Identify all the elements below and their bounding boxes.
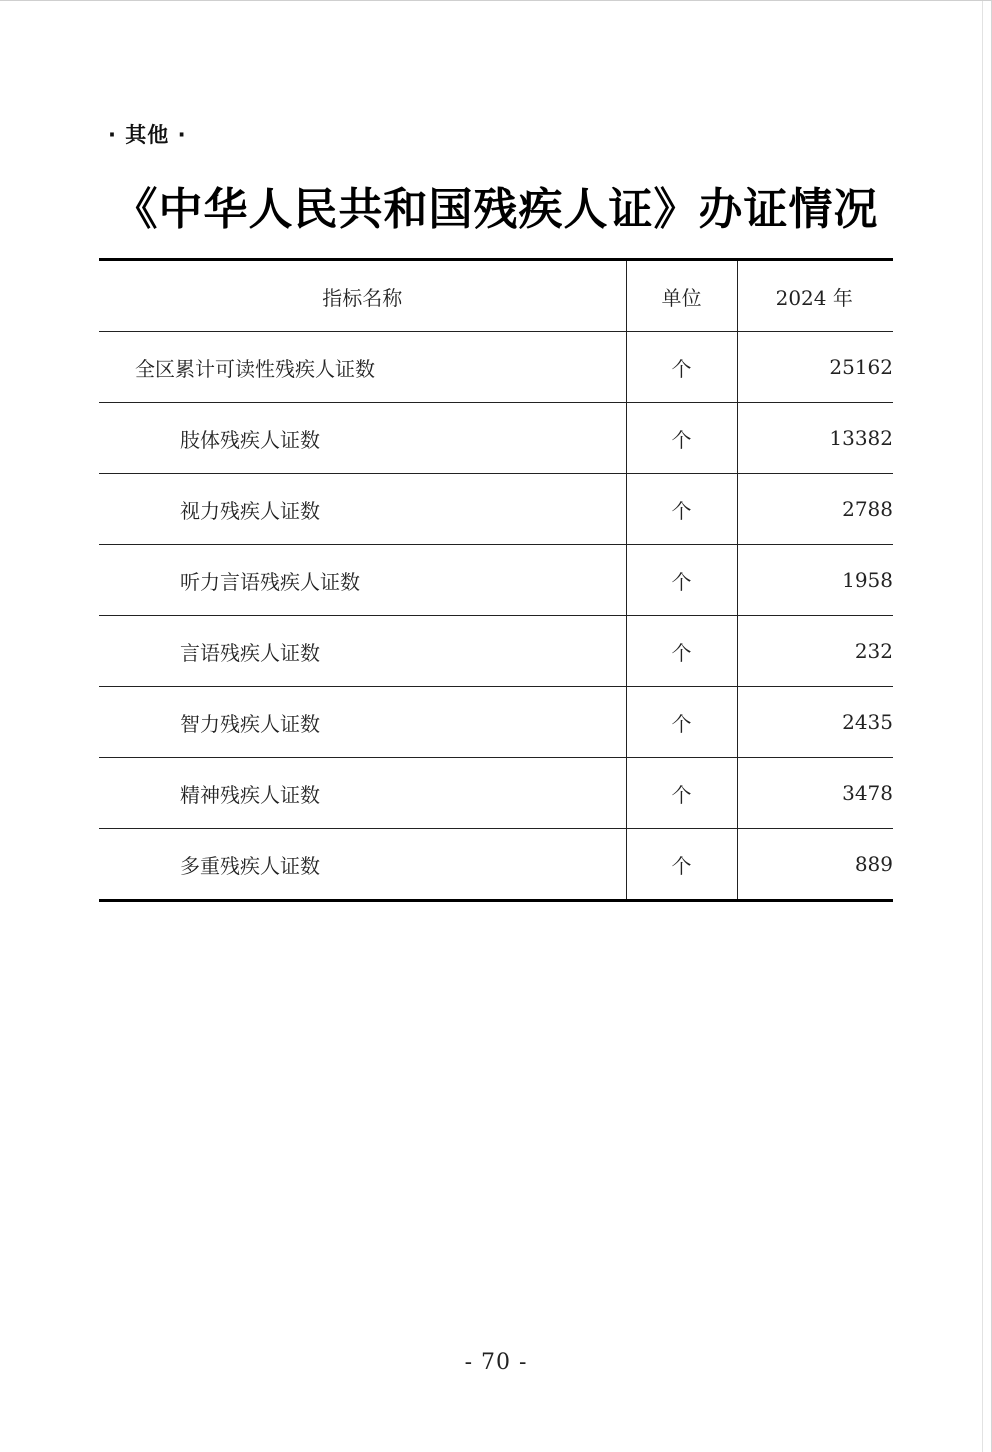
table-row (99, 403, 893, 474)
row-unit: 个 (626, 616, 737, 687)
page-title: 《中华人民共和国残疾人证》办证情况 (113, 184, 879, 235)
row-value: 232 (737, 616, 893, 687)
row-unit: 个 (626, 545, 737, 616)
table-row (99, 332, 893, 403)
row-indicator-name: 多重残疾人证数 (99, 829, 626, 901)
row-unit: 个 (626, 829, 737, 901)
table-row (99, 474, 893, 545)
row-unit: 个 (626, 474, 737, 545)
row-indicator-name: 智力残疾人证数 (99, 687, 626, 758)
page-number: - 70 - (464, 1350, 528, 1375)
row-value: 1958 (737, 545, 893, 616)
row-indicator-name: 言语残疾人证数 (99, 616, 626, 687)
row-value: 3478 (737, 758, 893, 829)
statistics-table (99, 258, 893, 902)
row-value: 13382 (737, 403, 893, 474)
column-header-unit: 单位 (626, 260, 737, 332)
row-indicator-name: 精神残疾人证数 (99, 758, 626, 829)
row-indicator-name: 全区累计可读性残疾人证数 (99, 332, 626, 403)
table-row (99, 758, 893, 829)
table-row (99, 545, 893, 616)
row-unit: 个 (626, 403, 737, 474)
section-label: · 其他 · (108, 123, 187, 147)
table-header-row (99, 260, 893, 332)
row-unit: 个 (626, 758, 737, 829)
column-header-year: 2024 年 (737, 260, 893, 332)
table-row (99, 829, 893, 901)
row-value: 25162 (737, 332, 893, 403)
row-value: 2788 (737, 474, 893, 545)
table-row (99, 687, 893, 758)
row-unit: 个 (626, 687, 737, 758)
row-indicator-name: 听力言语残疾人证数 (99, 545, 626, 616)
row-indicator-name: 视力残疾人证数 (99, 474, 626, 545)
row-value: 889 (854, 852, 893, 876)
column-header-indicator: 指标名称 (99, 260, 626, 332)
row-value: 2435 (737, 687, 893, 758)
row-unit: 个 (626, 332, 737, 403)
row-indicator-name: 肢体残疾人证数 (99, 403, 626, 474)
table-row (99, 616, 893, 687)
